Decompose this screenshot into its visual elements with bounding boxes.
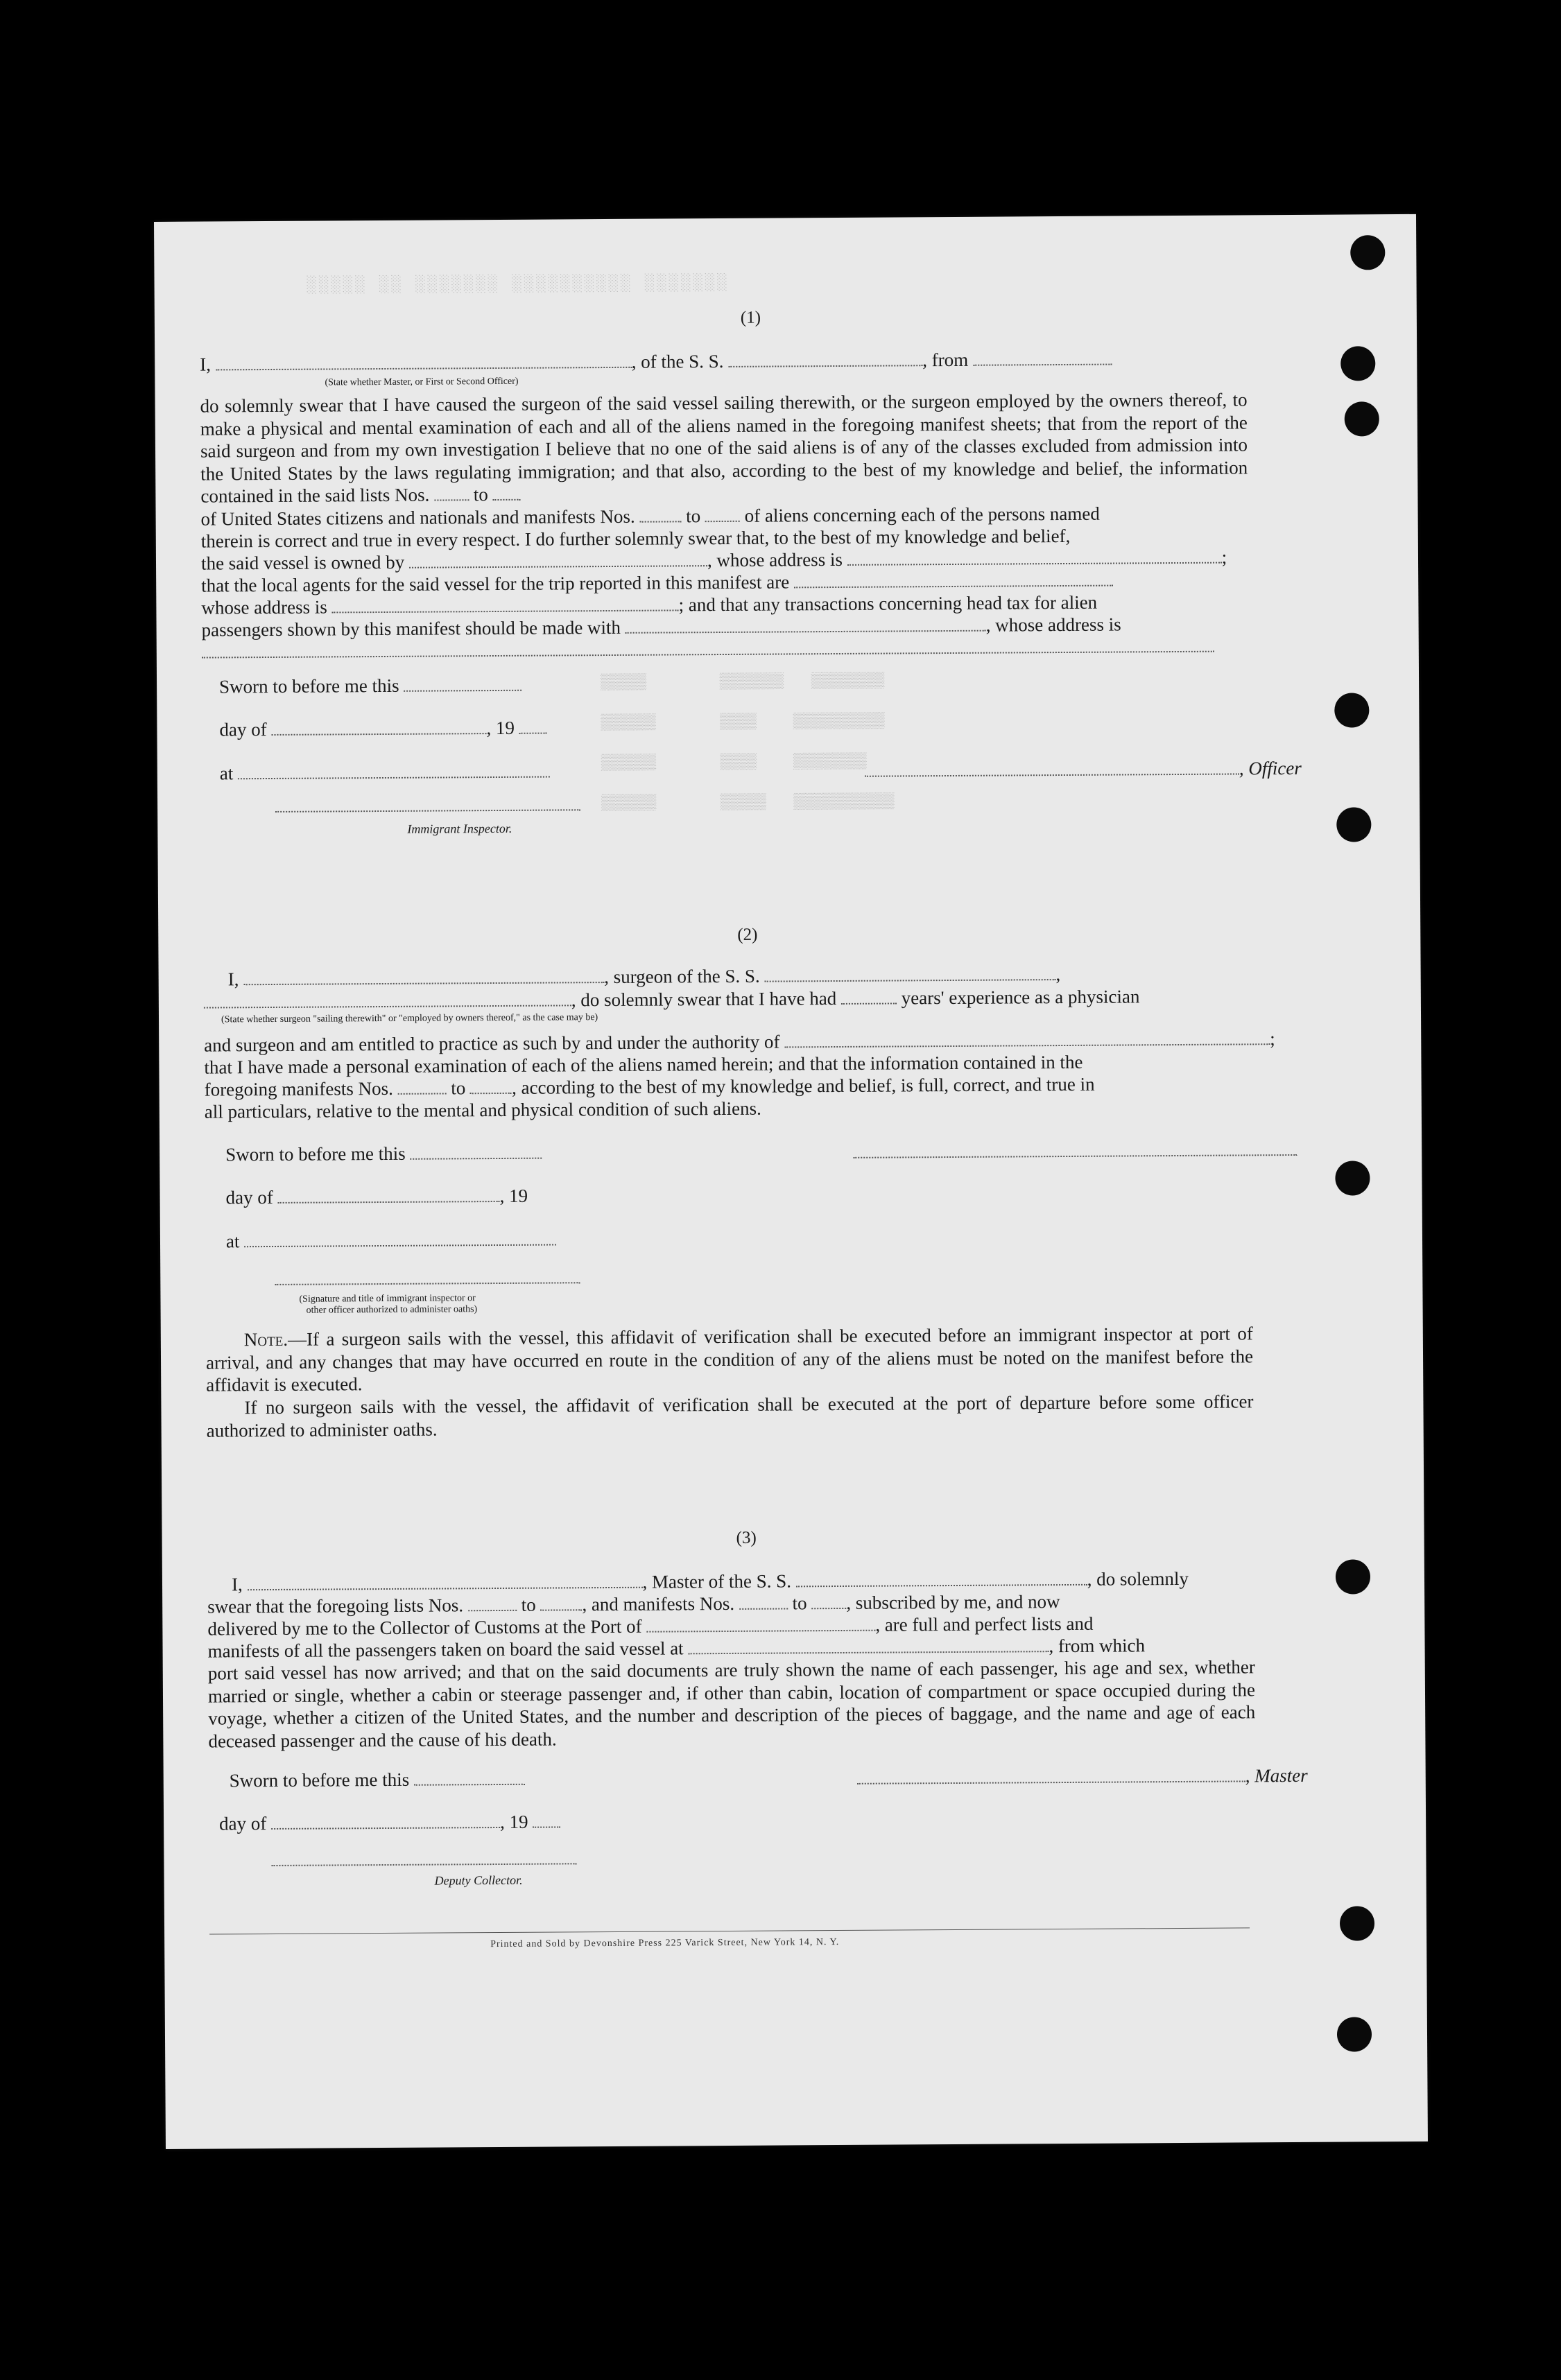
- head-tax-party-field[interactable]: [626, 616, 986, 634]
- local-agents-line: that the local agents for the said vessel for the trip reported in this manifest are: [201, 569, 1113, 597]
- master-vessel-field[interactable]: [796, 1570, 1087, 1588]
- lists-to-field[interactable]: [493, 485, 521, 501]
- at-place-field[interactable]: [238, 763, 550, 780]
- inspector-signature-line: [275, 793, 580, 817]
- owner-address-field[interactable]: [847, 548, 1222, 566]
- binder-hole: [1336, 807, 1371, 842]
- bleed-through-header: ░░░░░ ░░ ░░░░░░░ ░░░░░░░░░░ ░░░░░░░: [307, 273, 730, 295]
- year-field[interactable]: [519, 719, 547, 734]
- manifest-form-sheet: [154, 214, 1428, 2149]
- master-signature-line: , Master: [857, 1764, 1308, 1789]
- binder-hole: [1337, 2017, 1372, 2051]
- authority-field[interactable]: [784, 1030, 1270, 1048]
- day-of-field[interactable]: [271, 719, 486, 736]
- owner-field[interactable]: [409, 551, 707, 568]
- surgeon-manifests-to-field[interactable]: [470, 1079, 512, 1094]
- section-2-day-of: day of , 19: [225, 1185, 528, 1208]
- agents-address-line: whose address is ; and that any transactions concerning head tax for alien: [201, 591, 1098, 618]
- surgeon-officer-signature-line: [275, 1266, 580, 1290]
- agents-address-field[interactable]: [332, 596, 679, 613]
- binder-hole: [1340, 346, 1375, 381]
- foregoing-manifests-line: foregoing manifests Nos. to , according to the best of my knowledge and belief, is full, correct, and true in: [204, 1073, 1095, 1100]
- binder-hole: [1345, 401, 1379, 436]
- officer-signature-field[interactable]: [865, 759, 1239, 776]
- departure-port-field[interactable]: [973, 350, 1112, 366]
- section-3-body: port said vessel has now arrived; and that on the said documents are truly shown the name of each passenger, his age and sex, whether married or single, whether a cabin or steerage passenger and, if other than cabin, location of compartment or space occupied during the voyage, whether a citizen of the United States, and the number and description of the pieces of baggage, and the name and age of each deceased passenger and the cause of his death.: [207, 1656, 1256, 1752]
- surgeon-name-field[interactable]: [243, 968, 604, 985]
- surgeon-at-field[interactable]: [244, 1230, 556, 1247]
- signature-note-1: (Signature and title of immigrant inspector or: [299, 1293, 476, 1305]
- personal-exam-line: that I have made a personal examination of each of the aliens named herein; and that the information contained in the: [204, 1051, 1083, 1078]
- binder-hole: [1340, 1906, 1374, 1940]
- binder-hole: [1334, 693, 1369, 727]
- binder-hole: [1336, 1559, 1370, 1594]
- surgeon-day-of-field[interactable]: [278, 1187, 500, 1204]
- particulars-line: all particulars, relative to the mental and physical condition of such aliens.: [204, 1097, 761, 1122]
- surgeon-note: Note.—If a surgeon sails with the vessel, this affidavit of verification shall be executed before an immigrant inspector at port of arrival, and any changes that may have occurred en route in the condition of any of the aliens must be noted on the manifest before the affidavit is executed.: [205, 1323, 1254, 1396]
- section-3-oath-line: I, , Master of the S. S. , do solemnly: [231, 1567, 1189, 1595]
- years-experience-field[interactable]: [841, 989, 897, 1004]
- vessel-name-field[interactable]: [728, 351, 922, 367]
- section-2-sworn: Sworn to before me this: [225, 1142, 542, 1166]
- section-3-sworn: Sworn to before me this: [230, 1768, 525, 1792]
- delivered-line: delivered by me to the Collector of Customs at the Port of , are full and perfect lists and: [207, 1613, 1094, 1640]
- section-1-day-of: day of , 19: [219, 717, 546, 741]
- footer-rule: [209, 1927, 1250, 1934]
- head-tax-address-field[interactable]: [202, 637, 1214, 659]
- surgeon-type-note: (State whether surgeon "sailing therewith" or "employed by owners thereof," as the case may be): [221, 1012, 598, 1025]
- surgeon-experience-line: , do solemnly swear that I have had years' experience as a physician: [204, 985, 1140, 1013]
- signature-note-2: other officer authorized to administer oaths): [306, 1304, 478, 1316]
- manifests-all-line: manifests of all the passengers taken on board the said vessel at , from which: [207, 1635, 1146, 1662]
- surgeon-manifests-from-field[interactable]: [398, 1079, 447, 1094]
- master-day-of-field[interactable]: [271, 1813, 500, 1830]
- surgeon-sworn-date-field[interactable]: [410, 1144, 542, 1160]
- master-manifests-from-field[interactable]: [739, 1594, 788, 1609]
- master-note: (State whether Master, or First or Second Officer): [325, 376, 519, 388]
- head-tax-line: passengers shown by this manifest should be made with , whose address is: [201, 614, 1121, 641]
- section-2-oath-line: I, , surgeon of the S. S. ,: [227, 964, 1061, 990]
- owned-by-line: the said vessel is owned by , whose address is ;: [200, 546, 1227, 574]
- authority-line: and surgeon and am entitled to practice as such by and under the authority of ;: [204, 1028, 1275, 1056]
- local-agents-field[interactable]: [794, 571, 1113, 589]
- surgeon-signature-line: [853, 1138, 1297, 1163]
- swear-lists-line: swear that the foregoing lists Nos. to , and manifests Nos. to , subscribed by me, and now: [207, 1591, 1060, 1617]
- collector-signature-field[interactable]: [271, 1849, 576, 1866]
- deputy-collector-label: Deputy Collector.: [434, 1873, 523, 1888]
- surgeon-signature-field[interactable]: [853, 1140, 1297, 1158]
- section-3-number: (3): [736, 1528, 757, 1547]
- immigrant-inspector-label: Immigrant Inspector.: [407, 821, 512, 836]
- officer-name-field[interactable]: [216, 353, 632, 371]
- surgeon-vessel-field[interactable]: [764, 965, 1055, 982]
- master-signature-field[interactable]: [857, 1766, 1245, 1784]
- binder-hole: [1335, 1161, 1370, 1195]
- section-2-number: (2): [737, 925, 758, 944]
- manifests-from-field[interactable]: [639, 507, 681, 522]
- citizens-manifest-line: of United States citizens and nationals and manifests Nos. to of aliens concerning each of the persons named: [200, 503, 1100, 530]
- master-name-field[interactable]: [247, 1573, 642, 1590]
- section-2-at: at: [226, 1228, 556, 1252]
- collector-signature-line: [271, 1847, 576, 1871]
- binder-hole: [1350, 235, 1385, 270]
- section-3-day-of: day of , 19: [219, 1810, 560, 1834]
- section-1-sworn: Sworn to before me this: [219, 674, 521, 698]
- printer-imprint: Printed and Sold by Devonshire Press 225 Varick Street, New York 14, N. Y.: [490, 1937, 840, 1950]
- surgeon-note-2: If no surgeon sails with the vessel, the affidavit of verification shall be executed at the port of departure before some officer authorized to administer oaths.: [206, 1391, 1254, 1441]
- section-1-oath-line: I, , of the S. S. , from: [200, 348, 1112, 376]
- master-year-field[interactable]: [533, 1812, 560, 1827]
- bleed-through-columns: ▒▒▒▒▒ ▒▒▒▒▒▒▒ ▒▒▒▒▒▒▒▒ ▒▒▒▒▒▒ ▒▒▒▒ ▒▒▒▒▒▒▒▒▒▒ ▒▒▒▒▒▒ ▒▒▒▒ ▒▒▒▒▒▒▒▒ ▒▒▒▒▒▒ ▒▒▒▒▒ ▒▒▒▒▒▒▒▒▒▒▒: [600, 672, 895, 813]
- port-of-arrival-field[interactable]: [646, 1616, 875, 1633]
- port-of-embarkation-field[interactable]: [688, 1637, 1049, 1654]
- master-lists-to-field[interactable]: [540, 1595, 582, 1610]
- lists-from-field[interactable]: [434, 485, 469, 501]
- surgeon-type-field[interactable]: [204, 991, 571, 1008]
- master-lists-from-field[interactable]: [468, 1596, 517, 1611]
- section-1-number: (1): [740, 308, 761, 327]
- inspector-signature-field[interactable]: [275, 795, 580, 813]
- section-1-at: at: [220, 761, 550, 785]
- surgeon-officer-signature-field[interactable]: [275, 1268, 580, 1285]
- section-1-body: do solemnly swear that I have caused the surgeon of the said vessel sailing therewith, or the surgeon employed by the owners thereof, to make a physical and mental examination of each and all of the aliens named in the foregoing manifest sheets; that from the report of the said surgeon and from my own investigation I believe that no one of the said aliens is of any of the classes excluded from admission into the United States by the laws regulating immigration; and that also, according to the best of my knowledge and belief, the information contained in the said lists Nos. to: [200, 389, 1248, 507]
- sworn-date-field[interactable]: [404, 676, 521, 692]
- manifests-to-field[interactable]: [705, 507, 740, 522]
- correct-line: therein is correct and true in every respect. I do further solemnly swear that, to the best of my knowledge and belief,: [200, 525, 1071, 552]
- master-manifests-to-field[interactable]: [811, 1594, 846, 1609]
- officer-signature-line: , Officer: [865, 757, 1302, 782]
- note-label: Note.: [243, 1328, 288, 1350]
- master-sworn-date-field[interactable]: [414, 1770, 525, 1786]
